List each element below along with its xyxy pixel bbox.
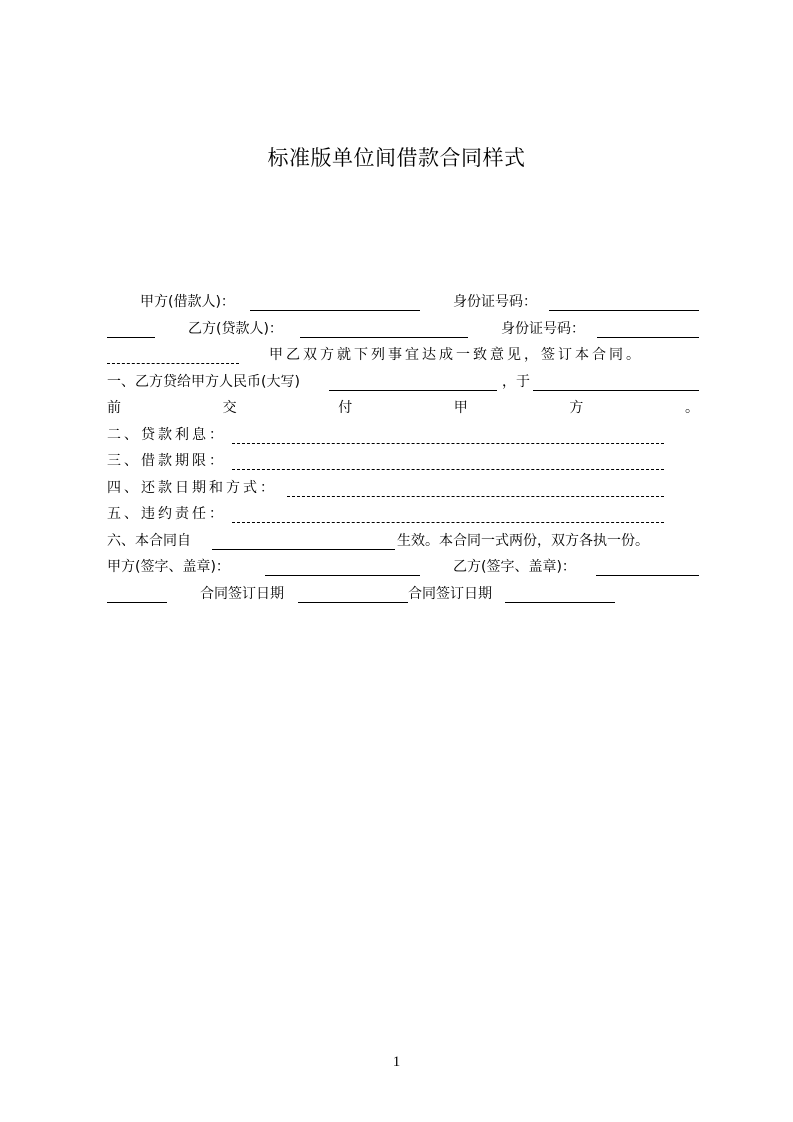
loan-interest-field[interactable] <box>232 427 664 444</box>
breach-liability-field[interactable] <box>232 506 664 523</box>
page-number: 1 <box>392 1054 401 1070</box>
clause-2-line <box>107 422 699 449</box>
clause-1-tail <box>107 395 699 422</box>
clause-3-label: 三、借款期限： <box>107 453 226 469</box>
clause-1-tail-char: 付 <box>338 400 353 416</box>
party-a-line <box>107 289 699 316</box>
clause-1-tail-char: 方 <box>569 400 584 416</box>
sign-date-label-b: 合同签订日期 <box>408 585 492 602</box>
party-b-sign-label: 乙方(签字、盖章)： <box>453 559 576 575</box>
sign-date-field-b[interactable] <box>505 586 615 603</box>
clause-1-comma: ，于 <box>502 373 530 390</box>
sign-date-field-a[interactable] <box>298 586 408 603</box>
clause-6-line <box>107 528 699 555</box>
party-b-id-label: 身份证号码： <box>501 320 585 337</box>
party-a-borrower-label: 甲方(借款人)： <box>140 294 235 310</box>
clause-5-label: 五、违约责任： <box>107 506 226 522</box>
sign-date-label-a: 合同签订日期 <box>200 585 284 602</box>
party-a-name-field[interactable] <box>250 294 420 311</box>
party-a-sign-label: 甲方(签字、盖章)： <box>107 559 230 575</box>
clause-6-label: 六、本合同自 <box>107 532 191 549</box>
clause-1-line <box>107 369 699 396</box>
clause-4-line <box>107 475 699 502</box>
party-a-id-field[interactable] <box>549 294 699 311</box>
party-a-id-label: 身份证号码： <box>453 294 537 310</box>
clause-4-label: 四、还款日期和方式： <box>107 479 277 496</box>
clause-2-label: 二、贷款利息： <box>107 426 226 443</box>
agreement-text: 甲乙双方就下列事宜达成一致意见，签订本合同。 <box>269 347 643 363</box>
loan-amount-field[interactable] <box>329 374 497 391</box>
sign-date-line <box>107 581 699 608</box>
loan-term-field[interactable] <box>232 453 664 470</box>
party-a-signature-field[interactable] <box>265 559 420 576</box>
party-b-id-field-continued[interactable] <box>107 347 239 364</box>
clause-1-label: 一、乙方贷给甲方人民币(大写) <box>107 373 300 390</box>
clause-1-tail-char: 交 <box>222 400 237 416</box>
clause-5-line <box>107 501 699 528</box>
party-b-id-field[interactable] <box>597 321 699 338</box>
clause-6-tail: 生效。本合同一式两份，双方各执一份。 <box>397 532 649 549</box>
clause-3-line <box>107 448 699 475</box>
party-b-signature-field-continued[interactable] <box>107 586 167 603</box>
signature-line <box>107 554 699 581</box>
repayment-method-field[interactable] <box>287 480 664 497</box>
document-title: 标准版单位间借款合同样式 <box>267 146 526 170</box>
party-b-line <box>107 316 699 343</box>
clause-1-tail-char: 前 <box>107 400 121 416</box>
party-b-signature-field[interactable] <box>596 559 699 576</box>
clause-1-tail-line <box>107 395 699 422</box>
party-a-id-field-continued[interactable] <box>107 321 155 338</box>
agreement-line <box>107 342 699 369</box>
contract-body <box>107 289 699 607</box>
party-b-lender-label: 乙方(贷款人)： <box>188 320 283 337</box>
clause-1-tail-char: 。 <box>684 400 699 416</box>
delivery-date-field[interactable] <box>533 374 699 391</box>
party-b-name-field[interactable] <box>300 321 468 338</box>
effective-date-field[interactable] <box>212 533 395 550</box>
clause-1-tail-char: 甲 <box>453 400 468 416</box>
